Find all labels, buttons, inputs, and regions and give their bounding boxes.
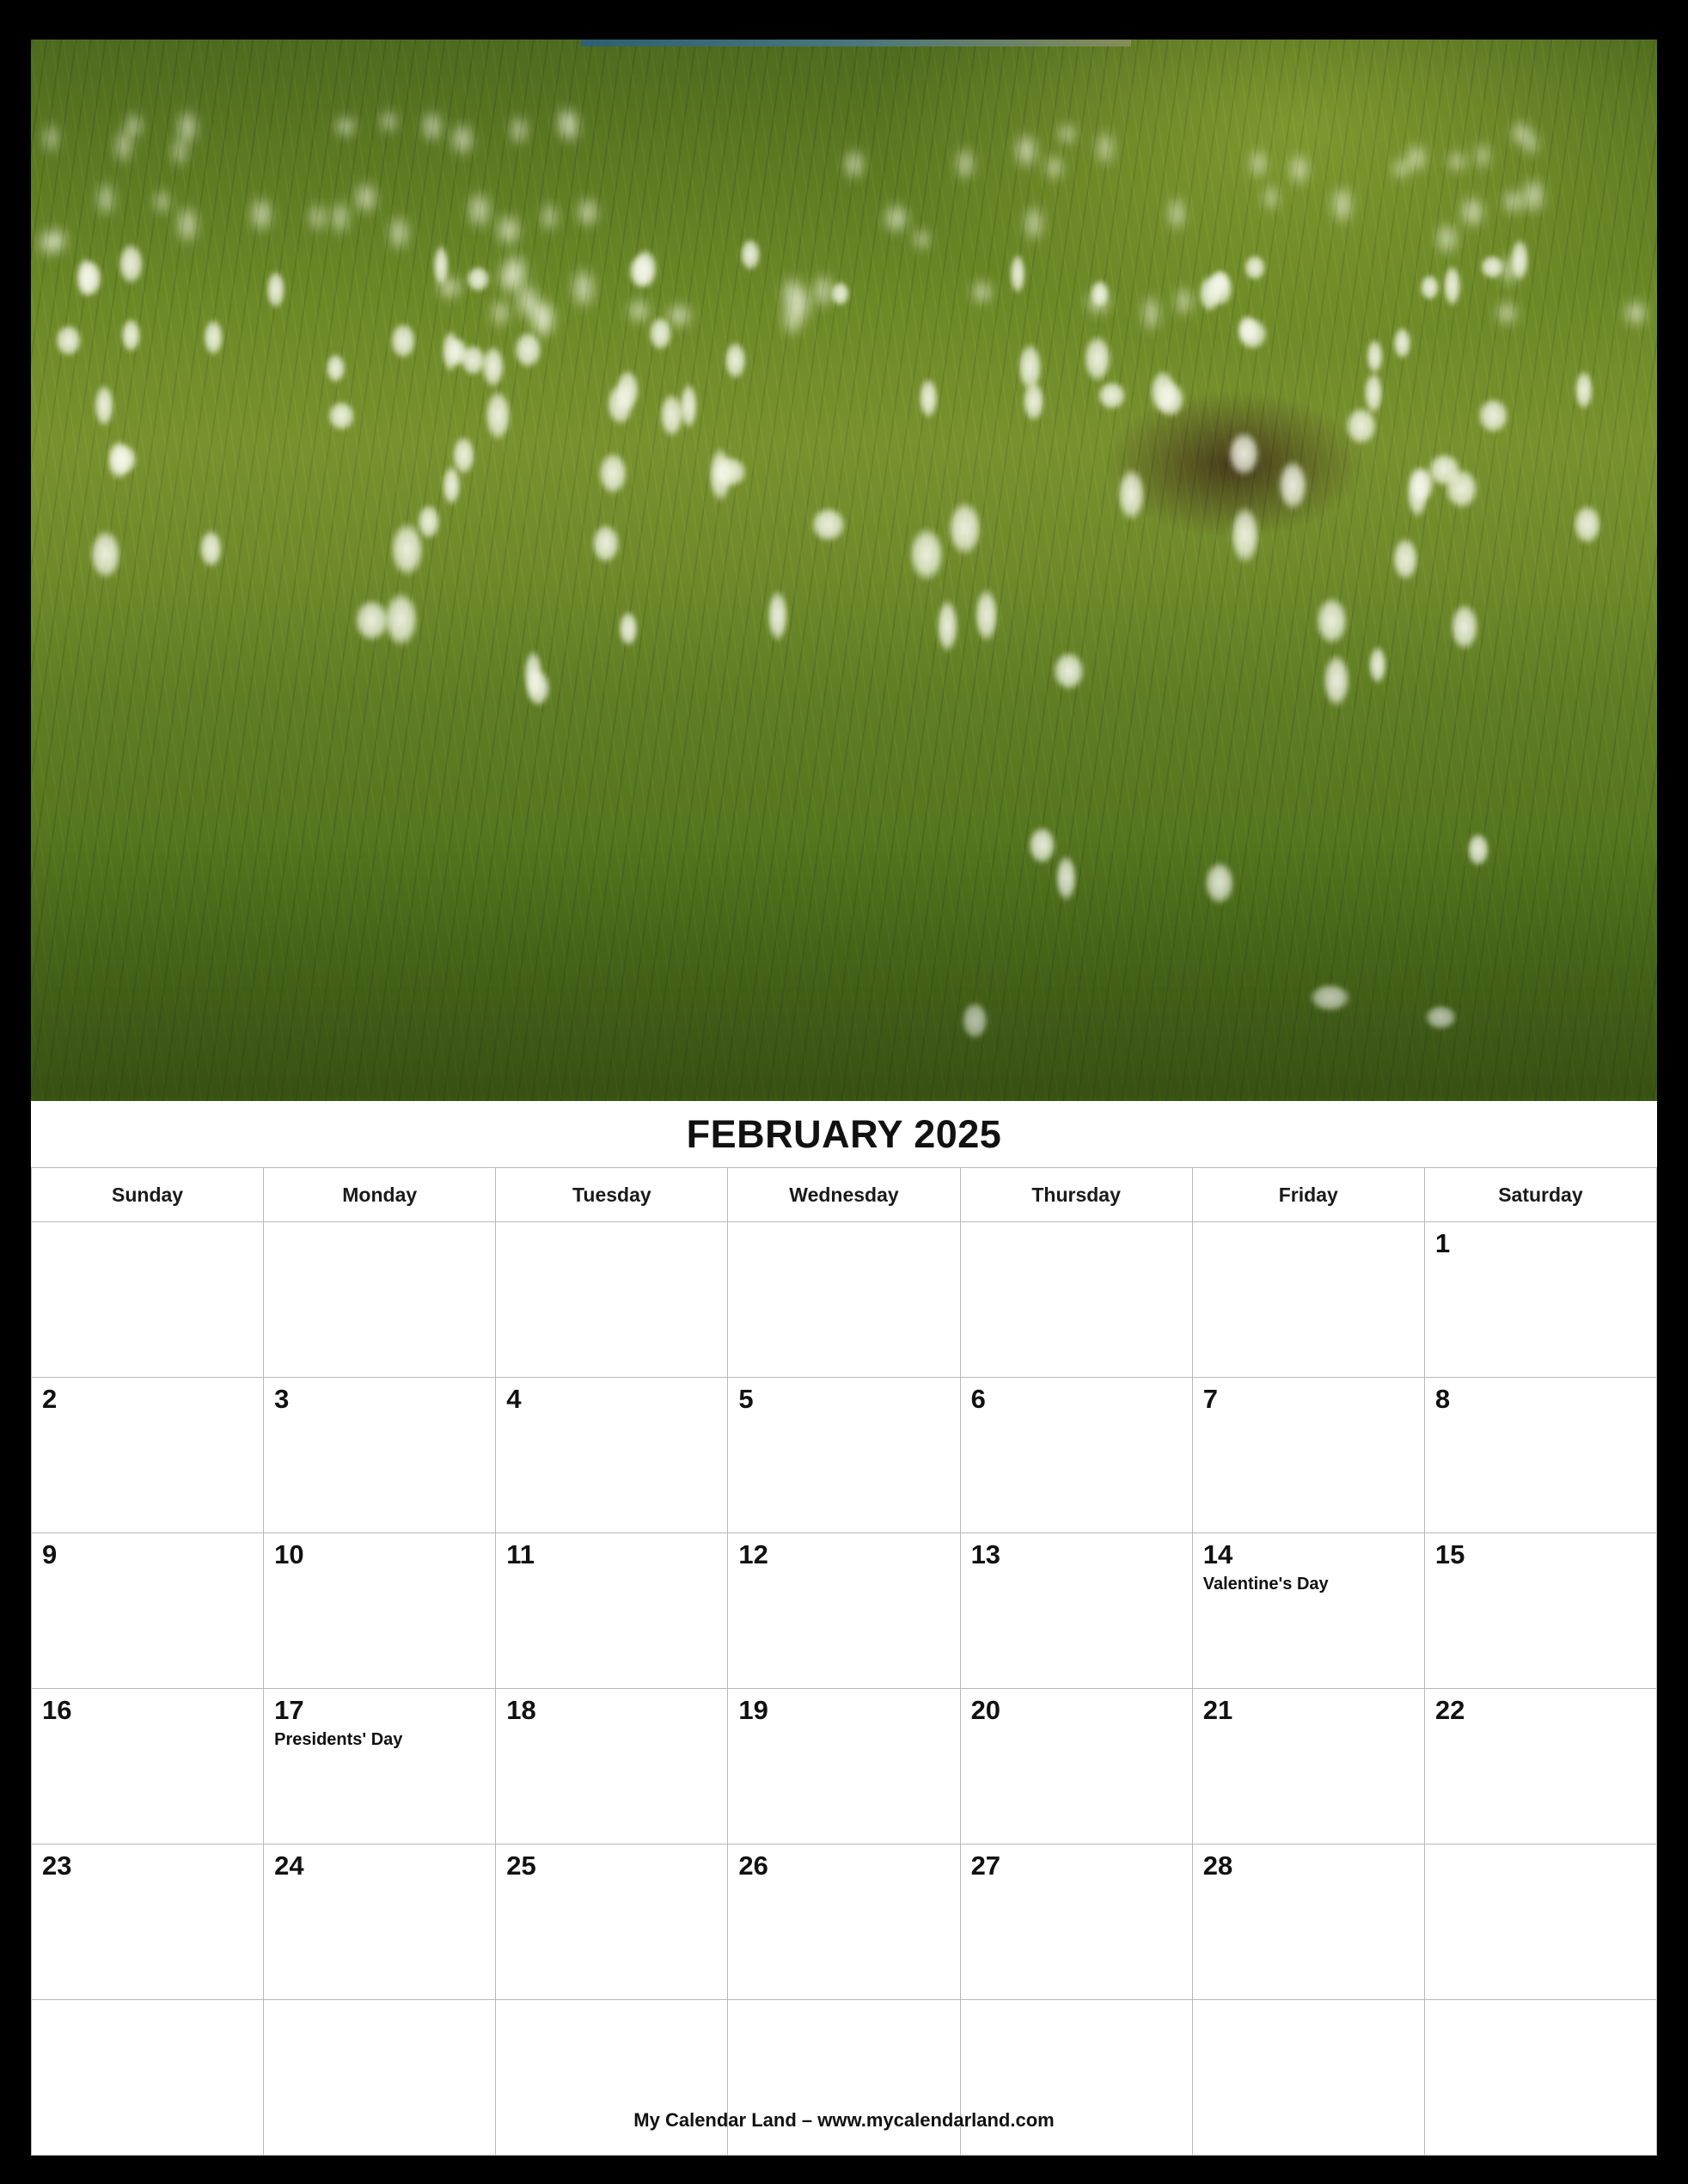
day-cell[interactable] [264,1222,496,1378]
day-number: 11 [506,1539,535,1569]
day-cell[interactable] [728,1533,960,1689]
day-cell[interactable] [960,2000,1192,2156]
week-row [32,1533,1657,1689]
day-cell[interactable] [496,2000,728,2156]
day-number: 19 [738,1695,768,1725]
day-number: 26 [738,1851,768,1881]
day-cell[interactable] [960,1222,1192,1378]
weekday-sunday: Sunday [32,1168,264,1222]
weekday-wednesday: Wednesday [728,1168,960,1222]
weekday-tuesday: Tuesday [496,1168,728,1222]
calendar-grid [31,1168,1657,2156]
day-cell[interactable] [1424,1533,1656,1689]
footer-credit: My Calendar Land – www.mycalendarland.com [633,2109,1055,2131]
calendar-block [31,1101,1657,2150]
day-cell[interactable] [32,1378,264,1533]
day-cell[interactable] [1192,1378,1424,1533]
day-number: 14 [1202,1539,1233,1569]
weekday-thursday: Thursday [960,1168,1192,1222]
day-number: 1 [1434,1228,1451,1258]
week-row [32,1844,1657,2000]
day-cell[interactable] [496,1689,728,1844]
day-cell[interactable] [496,1844,728,2000]
day-event: Valentine's Day [1202,1575,1329,1594]
day-number: 16 [42,1695,72,1725]
page-title: FEBRUARY 2025 [31,1101,1657,1168]
day-number: 5 [738,1384,754,1414]
day-cell[interactable] [32,1222,264,1378]
day-cell[interactable] [960,1378,1192,1533]
weekday-friday: Friday [1192,1168,1424,1222]
weekday-saturday: Saturday [1424,1168,1656,1222]
day-number: 23 [42,1851,72,1881]
photo-vignette [31,843,1657,1101]
day-number: 22 [1434,1695,1465,1725]
day-cell[interactable] [264,1533,496,1689]
day-cell[interactable] [32,1689,264,1844]
day-number: 8 [1434,1384,1451,1414]
day-cell[interactable] [1192,1689,1424,1844]
week-row [32,1689,1657,1844]
day-number: 7 [1202,1384,1218,1414]
day-cell[interactable] [728,2000,960,2156]
day-number: 13 [970,1539,1001,1569]
day-cell[interactable] [1192,1533,1424,1689]
day-number: 25 [506,1851,536,1881]
day-event: Presidents' Day [274,1730,403,1750]
day-number: 9 [42,1539,58,1569]
day-number: 27 [970,1851,1001,1881]
day-cell[interactable] [264,1844,496,2000]
day-cell[interactable] [1192,1222,1424,1378]
day-cell[interactable] [32,1533,264,1689]
day-cell[interactable] [1424,2000,1656,2156]
day-number: 10 [274,1539,304,1569]
day-number: 2 [42,1384,58,1414]
day-cell[interactable] [1424,1844,1656,2000]
day-number: 24 [274,1851,304,1881]
day-cell[interactable] [1192,2000,1424,2156]
week-row [32,2000,1657,2156]
day-number: 20 [970,1695,1001,1725]
day-number: 12 [738,1539,768,1569]
day-cell[interactable] [728,1378,960,1533]
day-cell[interactable] [728,1689,960,1844]
day-number: 4 [506,1384,522,1414]
week-row [32,1222,1657,1378]
weekday-header-row [32,1168,1657,1222]
day-cell[interactable] [496,1378,728,1533]
day-cell[interactable] [496,1222,728,1378]
day-cell[interactable] [960,1689,1192,1844]
day-cell[interactable] [1424,1689,1656,1844]
day-number: 21 [1202,1695,1233,1725]
day-cell[interactable] [32,2000,264,2156]
day-number: 17 [274,1695,304,1725]
day-cell[interactable] [728,1222,960,1378]
day-cell[interactable] [1424,1378,1656,1533]
day-number: 28 [1202,1851,1233,1881]
day-number: 15 [1434,1539,1465,1569]
day-cell[interactable] [264,1689,496,1844]
day-cell[interactable] [264,1378,496,1533]
day-cell[interactable] [32,1844,264,2000]
photo-top-strip [581,40,1131,46]
week-row [32,1378,1657,1533]
day-number: 6 [970,1384,986,1414]
header-photo [31,40,1657,1101]
day-cell[interactable] [1424,1222,1656,1378]
day-cell[interactable] [960,1844,1192,2000]
day-cell[interactable] [264,2000,496,2156]
day-cell[interactable] [1192,1844,1424,2000]
day-cell[interactable] [496,1533,728,1689]
weekday-monday: Monday [264,1168,496,1222]
day-cell[interactable] [960,1533,1192,1689]
day-number: 18 [506,1695,536,1725]
day-cell[interactable] [728,1844,960,2000]
day-number: 3 [274,1384,290,1414]
